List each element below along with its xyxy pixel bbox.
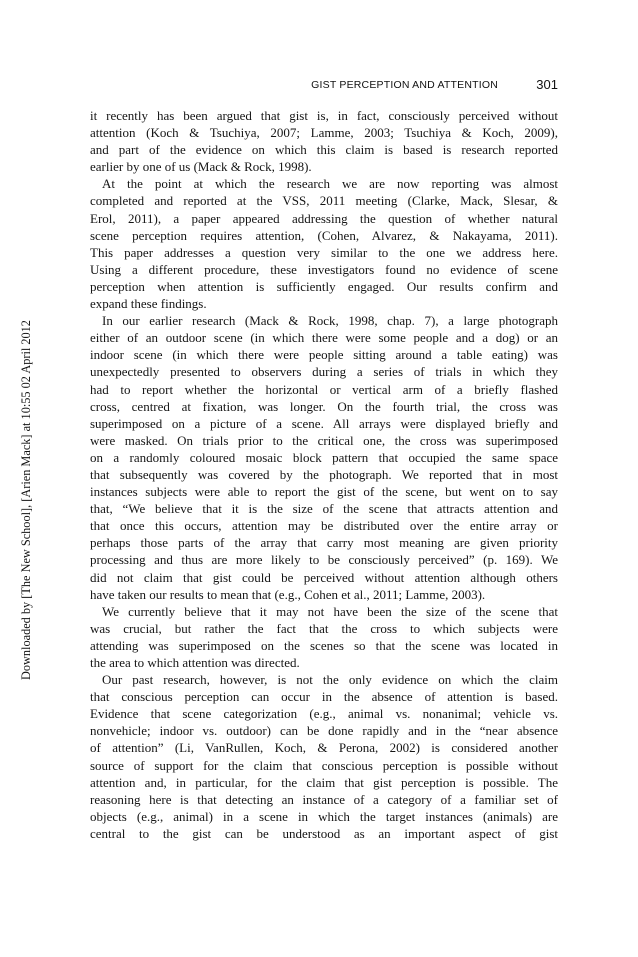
text-line: were masked. On trials prior to the critical one, the cross was superimposed <box>90 432 558 448</box>
text-line: attention (Koch & Tsuchiya, 2007; Lamme, 2003; Tsuchiya & Koch, 2009), <box>90 125 558 141</box>
text-line: did not claim that gist could be perceived without attention although others <box>90 569 558 585</box>
text-line: had to report whether the horizontal or vertical arm of a briefly flashed <box>90 381 558 397</box>
paragraph <box>90 175 558 312</box>
text-line: that, “We believe that it is the size of the scene that attracts attention and <box>90 501 558 517</box>
text-line: that conscious perception can occur in the absence of attention is based. <box>90 689 558 705</box>
text-line: Using a different procedure, these investigators found no evidence of scene <box>90 261 558 277</box>
text-line: attention and, in particular, for the claim that gist perception is possible. The <box>90 774 558 790</box>
text-line: that subsequently was covered by the photograph. We reported that in most <box>90 466 558 482</box>
text-line: reasoning here is that detecting an instance of a category of a familiar set of <box>90 791 558 807</box>
download-notice <box>19 260 37 680</box>
text-line: objects (e.g., animal) in a scene in which the target instances (animals) are <box>90 808 558 824</box>
text-line: the area to which attention was directed. <box>90 655 300 670</box>
text-line: of attention” (Li, VanRullen, Koch, & Perona, 2002) is considered another <box>90 740 558 756</box>
text-line: earlier by one of us (Mack & Rock, 1998). <box>90 159 312 175</box>
text-line: indoor scene (in which there were people sitting around a table eating) was <box>90 347 558 363</box>
text-line: nonvehicle; indoor vs. outdoor) can be done rapidly and in the “near absence <box>90 723 558 739</box>
text-line: processing and thus are more likely to be consciously perceived” (p. 169). We <box>90 552 558 568</box>
paragraph <box>90 107 558 175</box>
text-line: This paper addresses a question very similar to the one we address here. <box>90 244 558 260</box>
text-line: At the point at which the research we are now reporting was almost <box>102 176 558 192</box>
text-line: it recently has been argued that gist is, in fact, consciously perceived without <box>90 108 558 123</box>
text-line: that once this occurs, attention may be distributed over the entire array or <box>90 518 558 534</box>
text-line: central to the gist can be understood as an important aspect of gist <box>90 825 558 841</box>
page-number: 301 <box>536 77 558 92</box>
text-line: Our past research, however, is not the only evidence on which the claim <box>102 672 558 688</box>
text-line: Evidence that scene categorization (e.g., animal vs. nonanimal; vehicle vs. <box>90 706 558 722</box>
text-line: completed and reported at the VSS, 2011 meeting (Clarke, Mack, Slesar, & <box>90 193 558 209</box>
text-line: unexpectedly presented to observers during a series of trials in which they <box>90 364 558 380</box>
text-line: on a randomly coloured mosaic block pattern that occupied the same space <box>90 449 558 465</box>
text-line: In our earlier research (Mack & Rock, 1998, chap. 7), a large photograph <box>102 313 558 329</box>
text-line: cross, centred at fixation, was longer. On the fourth trial, the cross was <box>90 398 558 414</box>
text-line: scene perception requires attention, (Cohen, Alvarez, & Nakayama, 2011). <box>90 227 558 243</box>
text-line: was crucial, but rather the fact that the cross to which subjects were <box>90 620 558 636</box>
text-line: have taken our results to mean that (e.g., Cohen et al., 2011; Lamme, 2003). <box>90 586 486 602</box>
text-line: either of an outdoor scene (in which there were some people and a dog) or an <box>90 330 558 346</box>
text-line: and part of the evidence on which this claim is based is research reported <box>90 142 558 158</box>
text-line: instances subjects were able to report the gist of the scene, but went on to say <box>90 484 558 500</box>
text-line: expand these findings. <box>90 296 207 312</box>
text-line: attending was superimposed on the scenes so that the scene was located in <box>90 637 558 653</box>
text-line: Erol, 2011), a paper appeared addressing the question of whether natural <box>90 210 558 226</box>
text-line: perhaps those parts of the array that carry most meaning are given priority <box>90 535 558 551</box>
body-text <box>90 107 558 842</box>
text-line: We currently believe that it may not have been the size of the scene that <box>102 603 558 619</box>
paragraph <box>90 312 558 603</box>
text-line: superimposed on a picture of a scene. All arrays were displayed briefly and <box>90 415 558 431</box>
running-title: GIST PERCEPTION AND ATTENTION <box>311 79 498 91</box>
text-line: perception when attention is sufficiently engaged. Our results confirm and <box>90 278 558 294</box>
text-line: source of support for the claim that conscious perception is possible without <box>90 757 558 773</box>
paragraph <box>90 603 558 671</box>
download-notice-text: Downloaded by [The New School], [Arien Mack] at 10:55 02 April 2012 <box>19 320 33 680</box>
running-head <box>90 78 558 94</box>
paragraph <box>90 671 558 842</box>
